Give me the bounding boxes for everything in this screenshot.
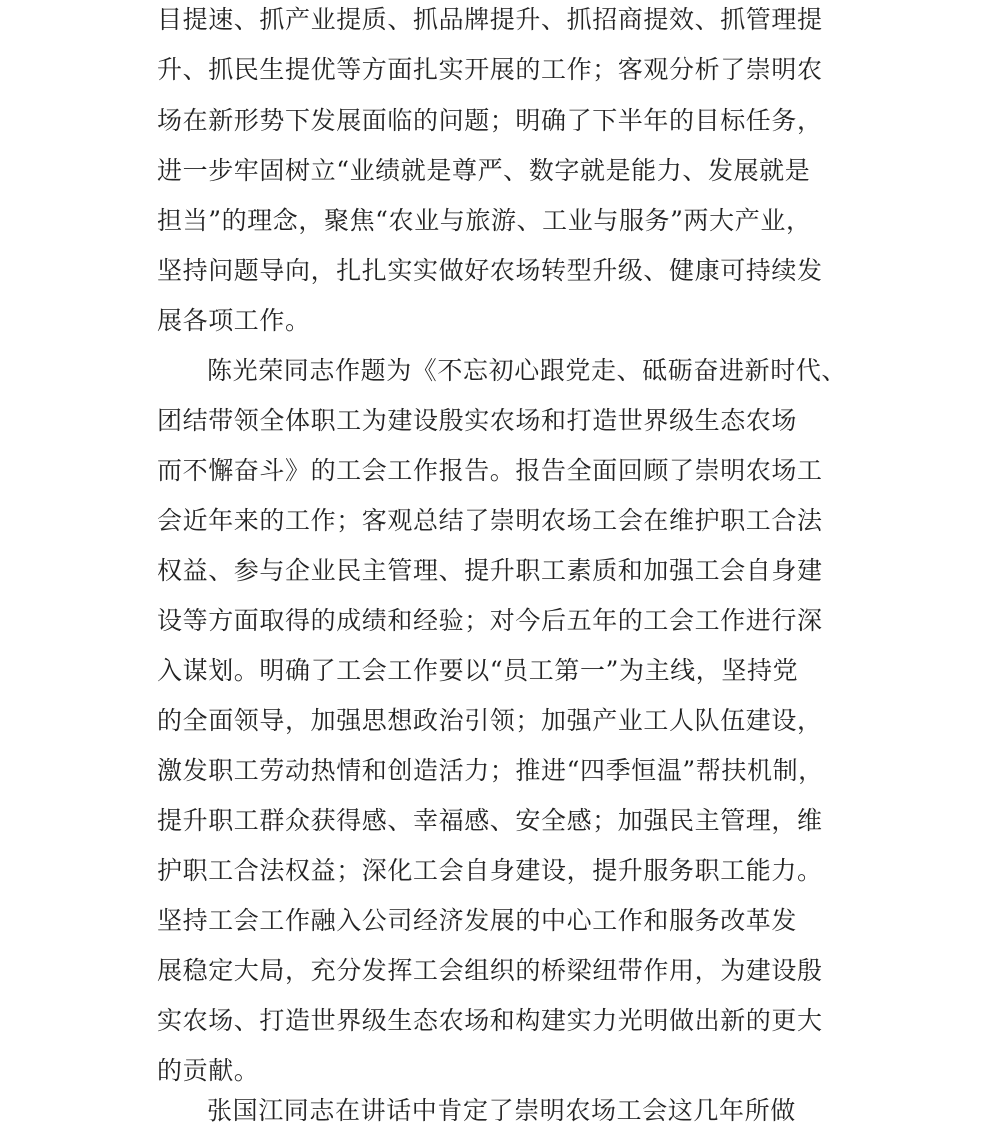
text-line: 提升职工群众获得感、幸福感、安全感；加强民主管理，维 xyxy=(157,806,823,835)
text-line: 进一步牢固树立“业绩就是尊严、数字就是能力、发展就是 xyxy=(157,156,811,185)
paragraph-start-line: 张国江同志在讲话中肯定了崇明农场工会这几年所做 xyxy=(207,1096,796,1125)
text-line: 目提速、抓产业提质、抓品牌提升、抓招商提效、抓管理提 xyxy=(157,5,823,34)
text-line: 团结带领全体职工为建设殷实农场和打造世界级生态农场 xyxy=(157,406,798,435)
text-line: 会近年来的工作；客观总结了崇明农场工会在维护职工合法 xyxy=(157,506,823,535)
text-line: 升、抓民生提优等方面扎实开展的工作；客观分析了崇明农 xyxy=(157,55,823,84)
text-line: 入谋划。明确了工会工作要以“员工第一”为主线，坚持党 xyxy=(157,656,799,685)
text-line: 护职工合法权益；深化工会自身建设，提升服务职工能力。 xyxy=(157,856,823,885)
paragraph-start-line: 陈光荣同志作题为《不忘初心跟党走、砥砺奋进新时代、 xyxy=(207,356,848,385)
text-line: 展各项工作。 xyxy=(157,306,311,335)
text-line: 权益、参与企业民主管理、提升职工素质和加强工会自身建 xyxy=(157,556,823,585)
text-line: 坚持问题导向，扎扎实实做好农场转型升级、健康可持续发 xyxy=(157,256,823,285)
text-line: 设等方面取得的成绩和经验；对今后五年的工会工作进行深 xyxy=(157,606,823,635)
text-line: 担当”的理念，聚焦“农业与旅游、工业与服务”两大产业， xyxy=(157,206,812,235)
text-line: 坚持工会工作融入公司经济发展的中心工作和服务改革发 xyxy=(157,906,798,935)
text-line: 而不懈奋斗》的工会工作报告。报告全面回顾了崇明农场工 xyxy=(157,456,823,485)
text-line: 展稳定大局，充分发挥工会组织的桥梁纽带作用，为建设殷 xyxy=(157,956,823,985)
text-line: 的贡献。 xyxy=(157,1056,260,1085)
text-line: 场在新形势下发展面临的问题；明确了下半年的目标任务， xyxy=(157,106,823,135)
text-line: 的全面领导，加强思想政治引领；加强产业工人队伍建设， xyxy=(157,706,823,735)
text-line: 实农场、打造世界级生态农场和构建实力光明做出新的更大 xyxy=(157,1006,823,1035)
text-line: 激发职工劳动热情和创造活力；推进“四季恒温”帮扶机制， xyxy=(157,756,824,785)
